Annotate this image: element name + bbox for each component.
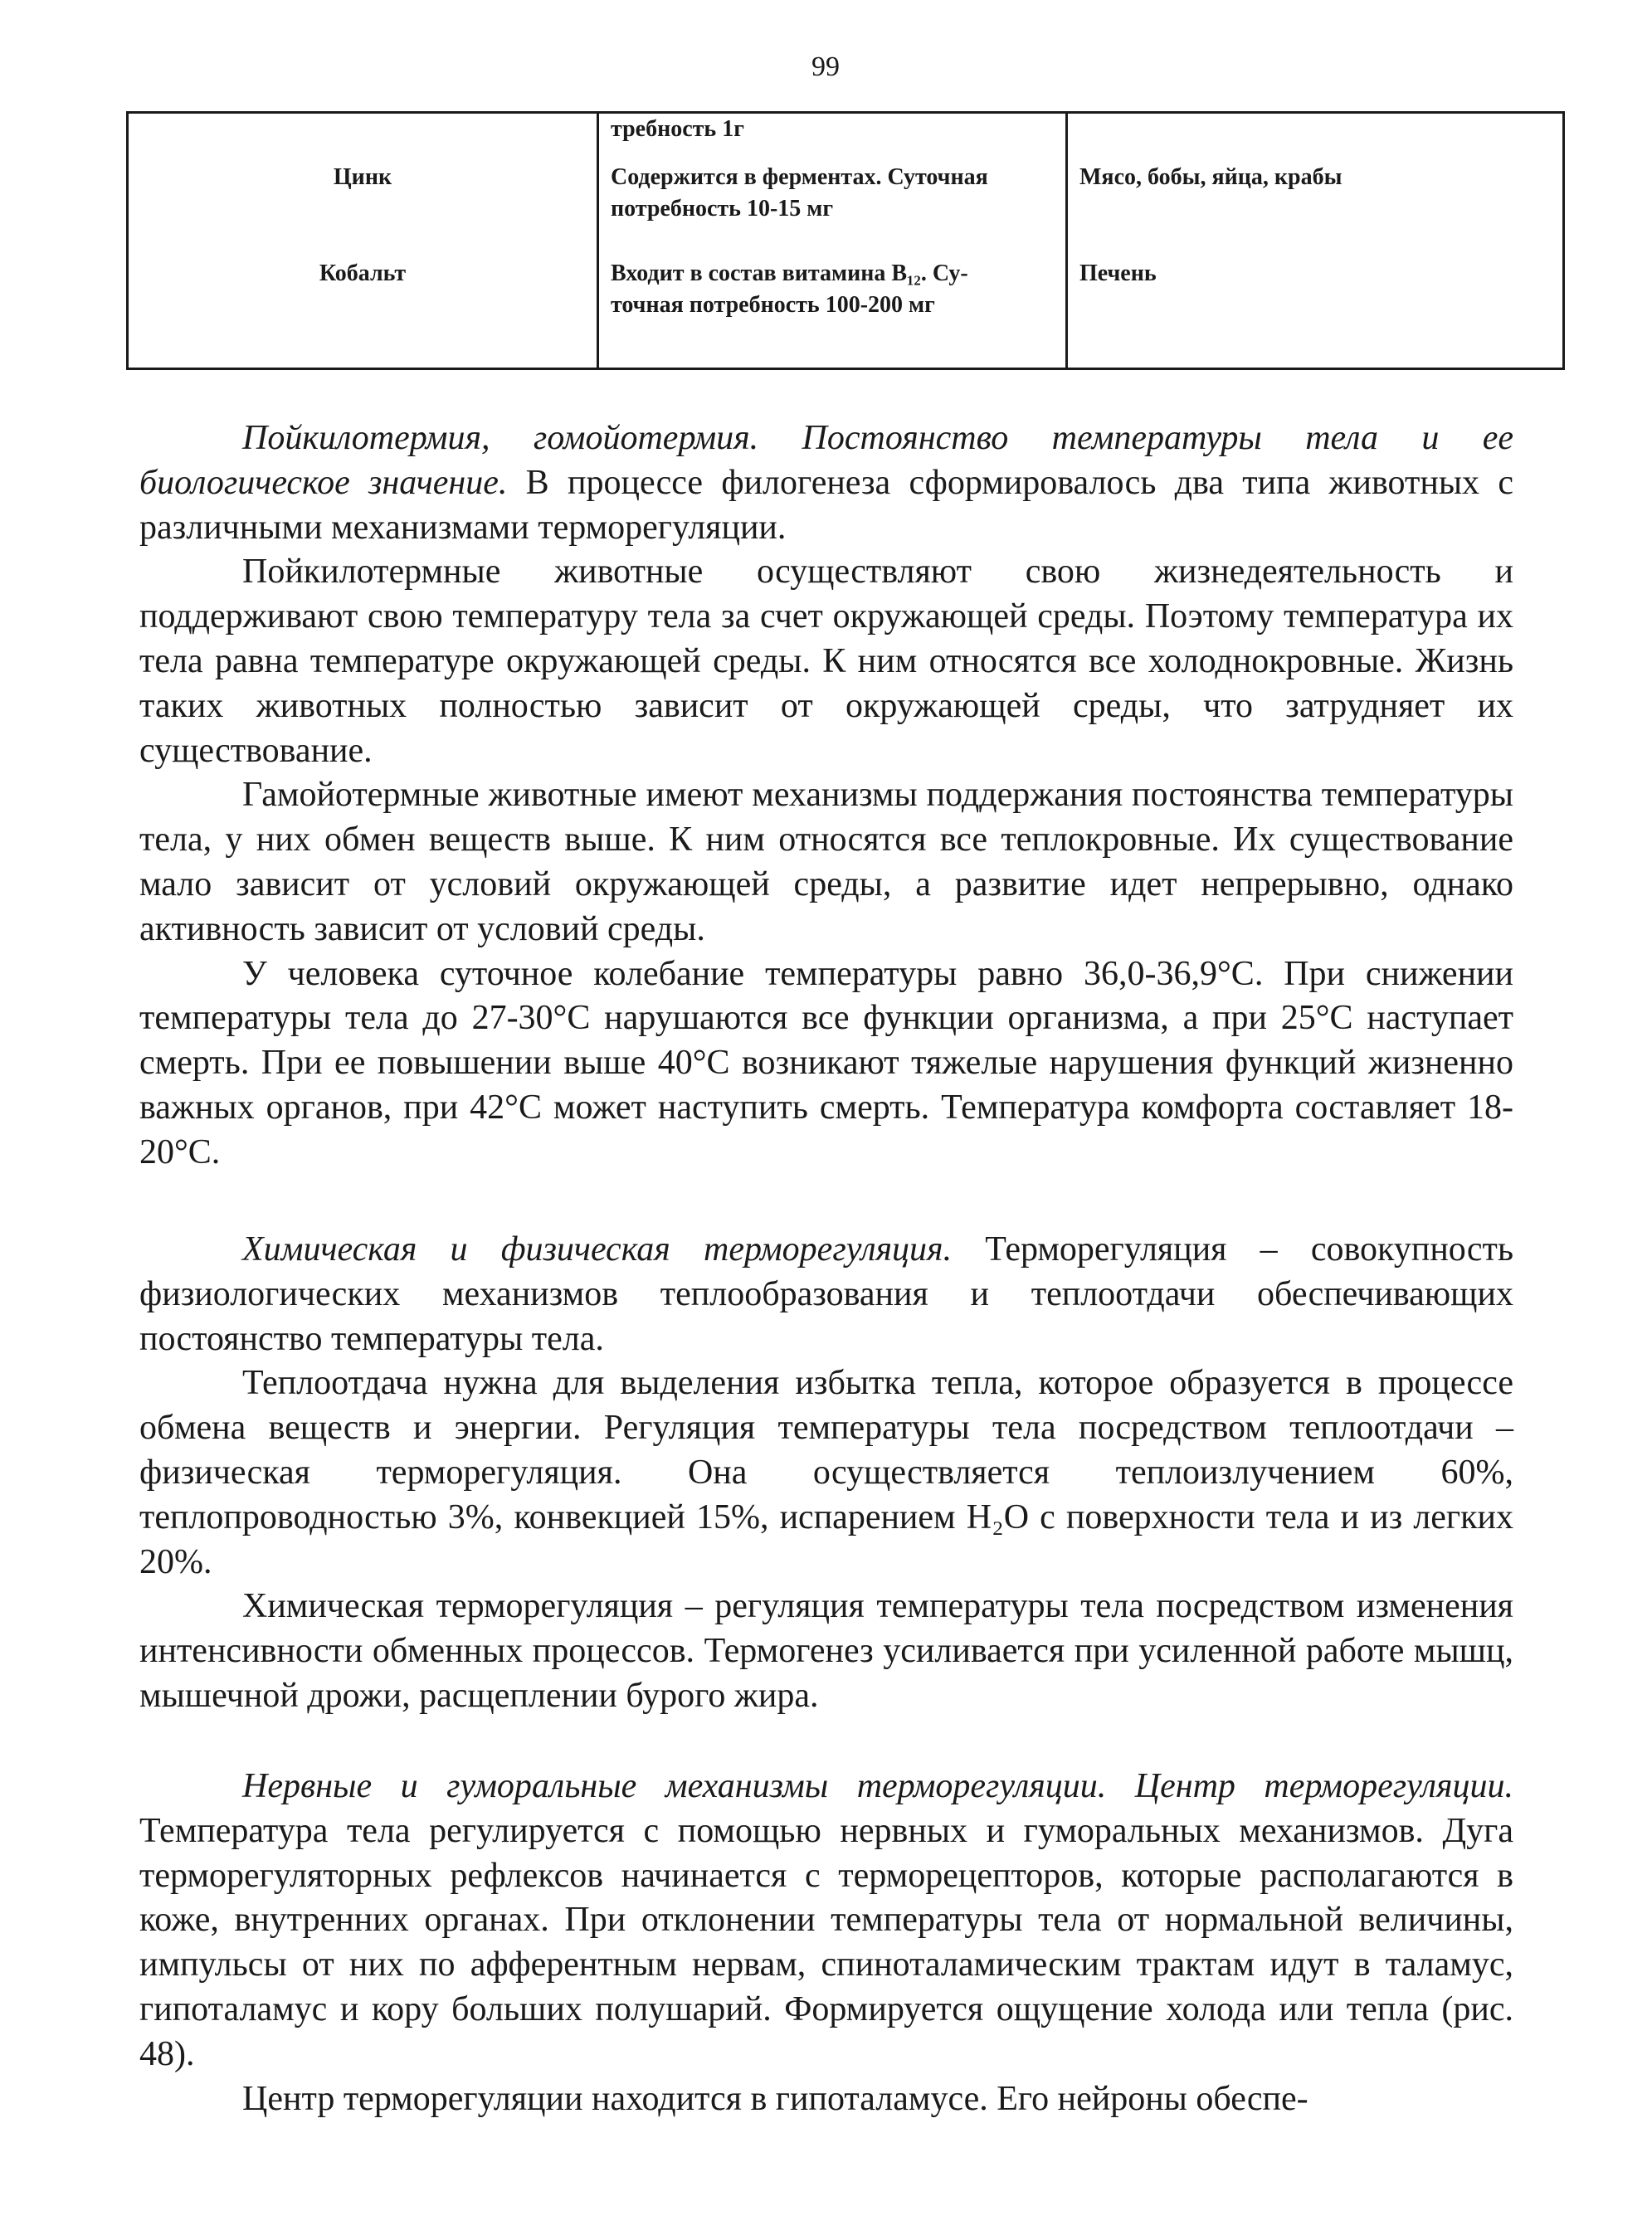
paragraph [139,1765,1513,2077]
paragraph: Химическая терморегуляция – регуляция температуры тела посредством изменения интенсивности обменных процессов. Термогенез усиливается при усиленной работе мышц, мышечной дрожи, расщеплении бурого жира. [139,1587,1513,1715]
element-cell [128,113,598,163]
paragraph: У человека суточное колебание температуры равно 36,0-36,9°С. При снижении температуры тела до 27-30°С нарушаются все функции организма, а при 25°С наступает смерть. При ее повышении выше 40°С возникают тяжелые нарушения функций жизненно важных органов, при 42°С может наступить смерть. Температура комфорта составляет 18-20°С. [139,954,1513,1171]
table-row [128,258,1564,369]
mineral-table [126,111,1565,370]
table-row [128,113,1564,163]
paragraph: Центр терморегуляции находится в гипоталамусе. Его нейроны обеспе- [242,2079,1308,2118]
page-number: 99 [811,51,840,82]
section-neural-humoral [139,1765,1513,2121]
paragraph: Гамойотермные животные имеют механизмы поддержания постоянства температуры тела, у них обмен веществ выше. К ним относятся все теплокровные. Их существование мало зависит от условий окружающей среды, а развитие идет непрерывно, однако активность зависит от условий среды. [139,776,1513,948]
paragraph-text: В процессе филогенеза сформировалось два типа животных с различными механизмами терморегуляции. [139,463,1513,547]
source-cell: Печень [1067,258,1564,369]
source-cell [1067,113,1564,163]
paragraph [139,1228,1513,1361]
section-heading: Нервные и гуморальные механизмы терморегуляции. Центр терморегуляции. [242,1767,1513,1805]
paragraph-text: Терморегуляция – совокупность физиологических механизмов теплообразования и теплоотдачи обеспечивающих постоянство температуры тела. [139,1230,1514,1358]
section-thermoregulation-types [139,416,1513,1176]
paragraph [139,416,1513,550]
paragraph: Теплоотдача нужна для выделения избытка тепла, которое образуется в процессе обмена веществ и энергии. Регуляция температуры тела посредством теплоотдачи – физическая терморегуляция. Она осуществляется теплоизлучением 60%, теплопроводностью 3%, конвекцией 15%, испарением H₂O с поверхности тела и из легких 20%. [139,1364,1513,1581]
paragraph: Пойкилотермные животные осуществляют свою жизнедеятельность и поддерживают свою температуру тела за счет окружающей среды. Поэтому температура их тела равна температуре окружающей среды. К ним относятся все холоднокровные. Жизнь таких животных полностью зависит от окружающей среды, что затрудняет их существование. [139,553,1513,770]
table-row [128,162,1564,258]
source-cell: Мясо, бобы, яйца, крабы [1067,162,1564,258]
section-chemical-physical [139,1228,1513,1719]
element-cell: Цинк [128,162,598,258]
section-heading: Пойкилотермия, гомойотермия. Постоянство температуры тела и ее биологическое значение. [139,419,1513,502]
element-cell: Кобальт [128,258,598,369]
role-cell: Содержится в ферментах. Суточная потребность 10-15 мг [598,162,1067,258]
paragraph-text: Температура тела регулируется с помощью нервных и гуморальных механизмов. Дуга терморегуляторных рефлексов начинается с терморецепторов, которые располагаются в коже, внутренних органах. При отклонении температуры тела от нормальной величины, импульсы от них по афферентным нервам, спиноталамическим трактам идут в таламус, гипоталамус и кору больших полушарий. Формируется ощущение холода или тепла (рис. 48). [139,1811,1513,2073]
role-cell: требность 1г [598,113,1067,163]
role-cell: Входит в состав витамина B₁₂. Су- точная потребность 100-200 мг [598,258,1067,369]
section-heading: Химическая и физическая терморегуляция. [242,1230,953,1269]
